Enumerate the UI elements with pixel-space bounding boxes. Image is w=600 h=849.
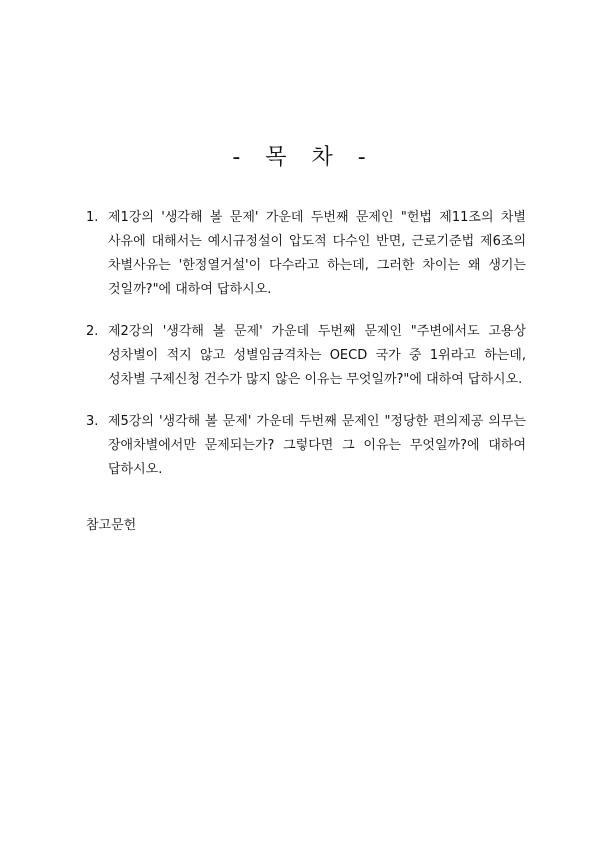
toc-item xyxy=(86,320,526,392)
toc-list xyxy=(86,206,526,500)
toc-item-number: 3. xyxy=(86,414,99,429)
references-heading: 참고문헌 xyxy=(86,518,137,533)
toc-item xyxy=(86,410,526,482)
toc-item-text: 제5강의 '생각해 볼 문제' 가운데 두번째 문제인 "정당한 편의제공 의무는 장애차별에서만 문제되는가? 그렇다면 그 이유는 무엇일까?에 대하여 답하시오. xyxy=(108,414,526,477)
toc-item-text: 제1강의 '생각해 볼 문제' 가운데 두번째 문제인 "헌법 제11조의 차별 사유에 대해서는 예시규정설이 압도적 다수인 반면, 근로기준법 제6조의 차별사유는 '한정열거설'이 다수라고 하는데, 그러한 차이는 왜 생기는 것일까?"에 대하여 답하시오. xyxy=(108,210,526,297)
toc-item-number: 1. xyxy=(86,210,99,225)
toc-title: - 목 차 - xyxy=(232,145,368,170)
toc-item-number: 2. xyxy=(86,324,99,339)
toc-item-text: 제2강의 '생각해 볼 문제' 가운데 두번째 문제인 "주변에서도 고용상 성차별이 적지 않고 성별임금격차는 OECD 국가 중 1위라고 하는데, 성차별 구제신청 건수가 많지 않은 이유는 무엇일까?"에 대하여 답하시오. xyxy=(108,324,526,387)
toc-item xyxy=(86,206,526,302)
